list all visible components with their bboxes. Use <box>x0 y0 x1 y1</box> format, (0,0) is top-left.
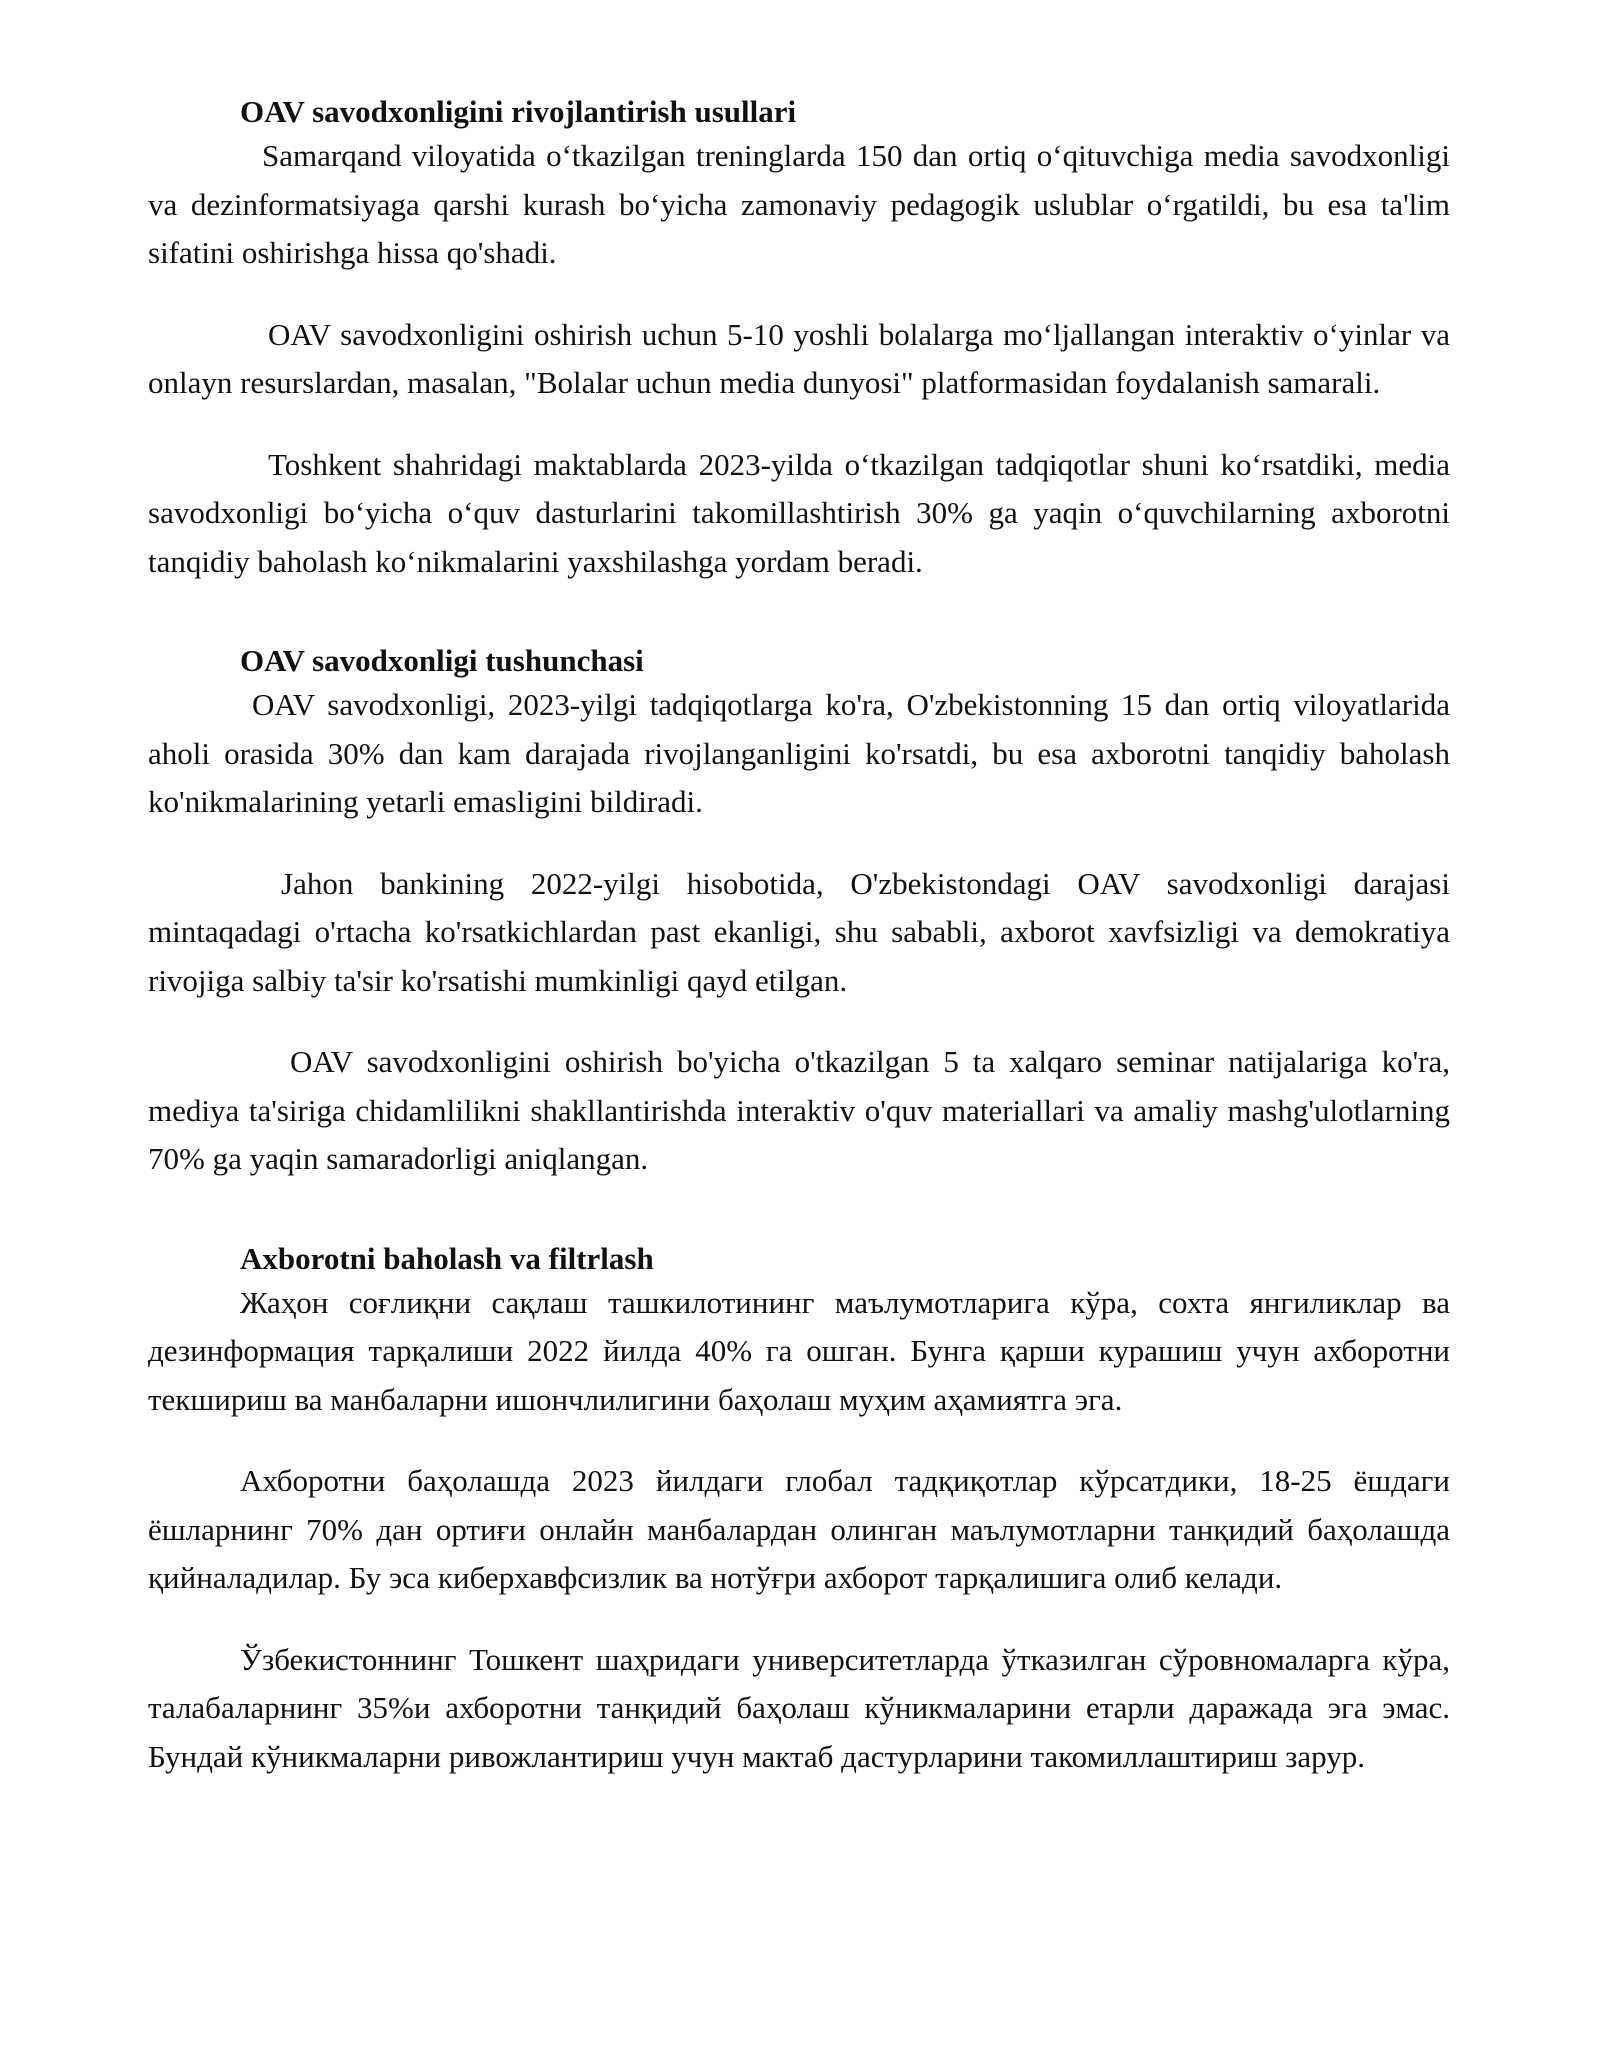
paragraph: Жаҳон соғлиқни сақлаш ташкилотининг маълумотларига кўра, сохта янгиликлар ва дезинформация тарқалиши 2022 йилда 40% га ошган. Бунга қарши курашиш учун ахборотни текшириш ва манбаларни ишончлилигини баҳолаш муҳим аҳамиятга эга. <box>148 1284 1450 1417</box>
paragraph: Toshkent shahridagi maktablarda 2023-yilda oʻtkazilgan tadqiqotlar shuni koʻrsatdiki, media savodxonligi boʻyicha oʻquv dasturlarini takomillashtirish 30% ga yaqin oʻquvchilarning axborotni tanqidiy baholash koʻnikmalarini yaxshilashga yordam beradi. <box>148 446 1450 579</box>
paragraph: Ахборотни баҳолашда 2023 йилдаги глобал тадқиқотлар кўрсатдики, 18-25 ёшдаги ёшларнинг 70% дан ортиғи онлайн манбалардан олинган маълумотларни танқидий баҳолашда қийналадилар. Бу эса киберхавфсизлик ва нотўғри ахборот тарқалишига олиб келади. <box>148 1463 1450 1595</box>
section-heading: OAV savodxonligi tushunchasi <box>240 643 644 678</box>
section-heading: Axborotni baholash va filtrlash <box>240 1240 654 1276</box>
paragraph: OAV savodxonligi, 2023-yilgi tadqiqotlarga ko'ra, O'zbekistonning 15 dan ortiq viloyatlarida aholi orasida 30% dan kam darajada rivojlanganligini ko'rsatdi, bu esa axborotni tanqidiy baholash ko'nikmalarining yetarli emasligini bildiradi. <box>148 687 1450 819</box>
document-page <box>148 92 1450 1781</box>
paragraph: OAV savodxonligini oshirish uchun 5-10 yoshli bolalarga moʻljallangan interaktiv oʻyinlar va onlayn resurslardan, masalan, "Bolalar uchun media dunyosi" platformasidan foydalanish samarali. <box>148 316 1450 400</box>
paragraph: OAV savodxonligini oshirish bo'yicha o'tkazilgan 5 ta xalqaro seminar natijalariga ko'ra, mediya ta'siriga chidamlilikni shakllantirishda interaktiv o'quv materiallari va amaliy mashg'ulotlarning 70% ga yaqin samaradorligi aniqlangan. <box>148 1044 1450 1176</box>
paragraph: Ўзбекистоннинг Тошкент шаҳридаги университетларда ўтказилган сўровномаларга кўра, талабаларнинг 35%и ахборотни танқидий баҳолаш кўникмаларини етарли даражада эга эмас. Бундай кўникмаларни ривожлантириш учун мактаб дастурларини такомиллаштириш зарур. <box>148 1641 1450 1774</box>
section-heading: OAV savodxonligini rivojlantirish usullari <box>240 94 797 129</box>
paragraph: Jahon bankining 2022-yilgi hisobotida, O'zbekistondagi OAV savodxonligi darajasi mintaqadagi o'rtacha ko'rsatkichlardan past ekanligi, shu sababli, axborot xavfsizligi va demokratiya rivojiga salbiy ta'sir ko'rsatishi mumkinligi qayd etilgan. <box>148 865 1450 998</box>
paragraph: Samarqand viloyatida oʻtkazilgan treninglarda 150 dan ortiq oʻqituvchiga media savodxonligi va dezinformatsiyaga qarshi kurash boʻyicha zamonaviy pedagogik uslublar oʻrgatildi, bu esa ta'lim sifatini oshirishga hissa qo'shadi. <box>148 138 1450 270</box>
